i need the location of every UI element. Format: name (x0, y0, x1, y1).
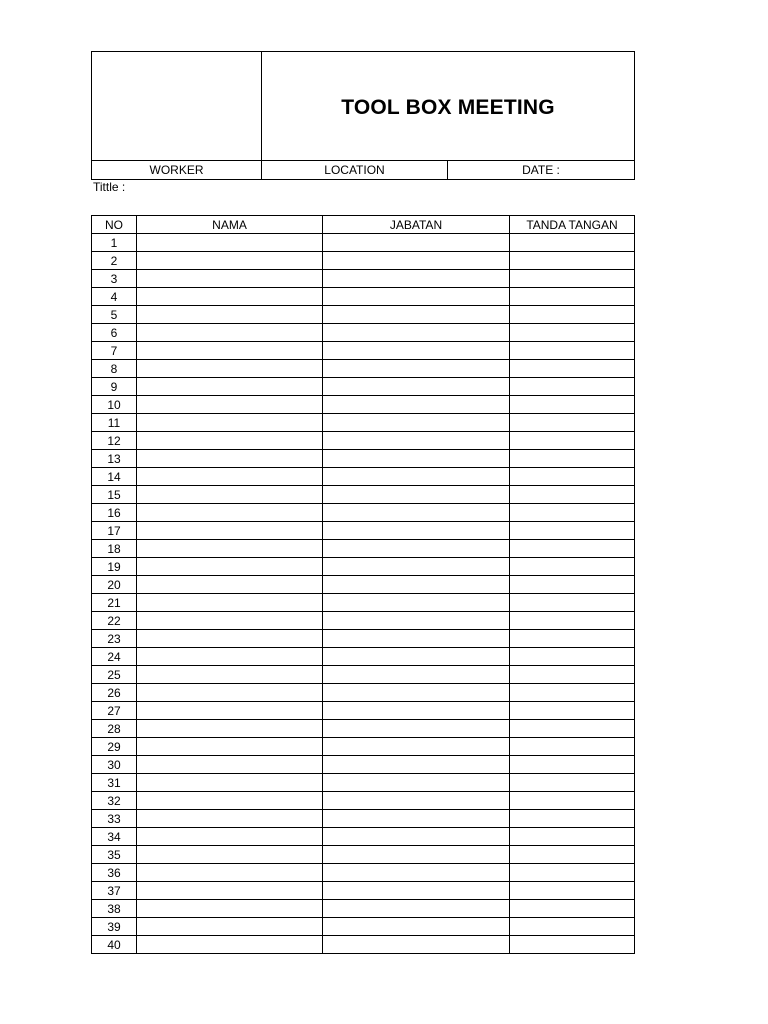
column-header-jabatan: JABATAN (323, 216, 510, 234)
tanda-tangan-cell[interactable] (510, 774, 635, 792)
row-number: 19 (92, 558, 137, 576)
jabatan-cell[interactable] (323, 846, 510, 864)
row-number: 36 (92, 864, 137, 882)
row-number: 24 (92, 648, 137, 666)
nama-cell[interactable] (137, 270, 323, 288)
row-number: 5 (92, 306, 137, 324)
table-row (92, 522, 635, 540)
jabatan-cell[interactable] (323, 270, 510, 288)
jabatan-cell[interactable] (323, 378, 510, 396)
nama-cell[interactable] (137, 648, 323, 666)
table-row (92, 828, 635, 846)
table-row (92, 810, 635, 828)
nama-cell[interactable] (137, 522, 323, 540)
column-header-tanda-tangan: TANDA TANGAN (510, 216, 635, 234)
nama-cell[interactable] (137, 630, 323, 648)
tanda-tangan-cell[interactable] (510, 720, 635, 738)
table-row (92, 738, 635, 756)
table-row (92, 504, 635, 522)
header-table (91, 51, 635, 180)
row-number: 3 (92, 270, 137, 288)
jabatan-cell[interactable] (323, 540, 510, 558)
row-number: 11 (92, 414, 137, 432)
row-number: 39 (92, 918, 137, 936)
table-header-row (92, 216, 635, 234)
tanda-tangan-cell[interactable] (510, 270, 635, 288)
tanda-tangan-cell[interactable] (510, 612, 635, 630)
tanda-tangan-cell[interactable] (510, 846, 635, 864)
nama-cell[interactable] (137, 864, 323, 882)
tanda-tangan-cell[interactable] (510, 414, 635, 432)
row-number: 12 (92, 432, 137, 450)
row-number: 21 (92, 594, 137, 612)
tanda-tangan-cell[interactable] (510, 252, 635, 270)
table-row (92, 774, 635, 792)
jabatan-cell[interactable] (323, 324, 510, 342)
nama-cell[interactable] (137, 396, 323, 414)
jabatan-cell[interactable] (323, 810, 510, 828)
jabatan-cell[interactable] (323, 792, 510, 810)
tanda-tangan-cell[interactable] (510, 468, 635, 486)
nama-cell[interactable] (137, 324, 323, 342)
row-number: 32 (92, 792, 137, 810)
nama-cell[interactable] (137, 576, 323, 594)
jabatan-cell[interactable] (323, 936, 510, 954)
nama-cell[interactable] (137, 342, 323, 360)
row-number: 7 (92, 342, 137, 360)
row-number: 27 (92, 702, 137, 720)
tanda-tangan-cell[interactable] (510, 756, 635, 774)
jabatan-cell[interactable] (323, 432, 510, 450)
table-row (92, 324, 635, 342)
row-number: 4 (92, 288, 137, 306)
table-row (92, 702, 635, 720)
table-row (92, 486, 635, 504)
jabatan-cell[interactable] (323, 504, 510, 522)
nama-cell[interactable] (137, 900, 323, 918)
location-field[interactable]: LOCATION (262, 161, 448, 180)
table-row (92, 882, 635, 900)
row-number: 40 (92, 936, 137, 954)
row-number: 30 (92, 756, 137, 774)
jabatan-cell[interactable] (323, 918, 510, 936)
nama-cell[interactable] (137, 738, 323, 756)
table-row (92, 900, 635, 918)
jabatan-cell[interactable] (323, 702, 510, 720)
tanda-tangan-cell[interactable] (510, 918, 635, 936)
jabatan-cell[interactable] (323, 414, 510, 432)
nama-cell[interactable] (137, 666, 323, 684)
row-number: 10 (92, 396, 137, 414)
row-number: 31 (92, 774, 137, 792)
jabatan-cell[interactable] (323, 360, 510, 378)
table-row (92, 288, 635, 306)
row-number: 1 (92, 234, 137, 252)
table-row (92, 648, 635, 666)
row-number: 33 (92, 810, 137, 828)
table-row (92, 666, 635, 684)
table-row (92, 234, 635, 252)
nama-cell[interactable] (137, 360, 323, 378)
nama-cell[interactable] (137, 882, 323, 900)
row-number: 16 (92, 504, 137, 522)
table-row (92, 594, 635, 612)
tanda-tangan-cell[interactable] (510, 558, 635, 576)
tanda-tangan-cell[interactable] (510, 396, 635, 414)
table-row (92, 576, 635, 594)
row-number: 14 (92, 468, 137, 486)
row-number: 23 (92, 630, 137, 648)
nama-cell[interactable] (137, 288, 323, 306)
tanda-tangan-cell[interactable] (510, 522, 635, 540)
tanda-tangan-cell[interactable] (510, 360, 635, 378)
row-number: 2 (92, 252, 137, 270)
jabatan-cell[interactable] (323, 468, 510, 486)
tanda-tangan-cell[interactable] (510, 702, 635, 720)
tanda-tangan-cell[interactable] (510, 684, 635, 702)
jabatan-cell[interactable] (323, 288, 510, 306)
tanda-tangan-cell[interactable] (510, 234, 635, 252)
tanda-tangan-cell[interactable] (510, 828, 635, 846)
row-number: 6 (92, 324, 137, 342)
tanda-tangan-cell[interactable] (510, 738, 635, 756)
date-field[interactable]: DATE : (448, 161, 635, 180)
column-header-nama: NAMA (137, 216, 323, 234)
tanda-tangan-cell[interactable] (510, 576, 635, 594)
row-number: 17 (92, 522, 137, 540)
table-row (92, 468, 635, 486)
tanda-tangan-cell[interactable] (510, 882, 635, 900)
nama-cell[interactable] (137, 720, 323, 738)
tanda-tangan-cell[interactable] (510, 306, 635, 324)
nama-cell[interactable] (137, 504, 323, 522)
jabatan-cell[interactable] (323, 882, 510, 900)
table-row (92, 558, 635, 576)
table-row (92, 270, 635, 288)
row-number: 34 (92, 828, 137, 846)
nama-cell[interactable] (137, 936, 323, 954)
table-row (92, 396, 635, 414)
jabatan-cell[interactable] (323, 522, 510, 540)
row-number: 25 (92, 666, 137, 684)
table-row (92, 342, 635, 360)
row-number: 22 (92, 612, 137, 630)
tanda-tangan-cell[interactable] (510, 432, 635, 450)
column-header-no: NO (92, 216, 137, 234)
tittle-label: Tittle : (93, 180, 126, 194)
nama-cell[interactable] (137, 684, 323, 702)
table-row (92, 414, 635, 432)
tanda-tangan-cell[interactable] (510, 594, 635, 612)
nama-cell[interactable] (137, 306, 323, 324)
jabatan-cell[interactable] (323, 738, 510, 756)
tanda-tangan-cell[interactable] (510, 648, 635, 666)
table-row (92, 360, 635, 378)
logo-placeholder (92, 52, 262, 161)
document-title: TOOL BOX MEETING (262, 52, 635, 161)
table-row (92, 252, 635, 270)
jabatan-cell[interactable] (323, 342, 510, 360)
tanda-tangan-cell[interactable] (510, 342, 635, 360)
row-number: 38 (92, 900, 137, 918)
nama-cell[interactable] (137, 234, 323, 252)
nama-cell[interactable] (137, 756, 323, 774)
row-number: 37 (92, 882, 137, 900)
jabatan-cell[interactable] (323, 558, 510, 576)
table-row (92, 756, 635, 774)
table-row (92, 450, 635, 468)
jabatan-cell[interactable] (323, 486, 510, 504)
table-row (92, 684, 635, 702)
tanda-tangan-cell[interactable] (510, 540, 635, 558)
table-row (92, 918, 635, 936)
table-row (92, 306, 635, 324)
row-number: 35 (92, 846, 137, 864)
nama-cell[interactable] (137, 792, 323, 810)
table-row (92, 792, 635, 810)
table-row (92, 432, 635, 450)
jabatan-cell[interactable] (323, 774, 510, 792)
nama-cell[interactable] (137, 612, 323, 630)
jabatan-cell[interactable] (323, 828, 510, 846)
jabatan-cell[interactable] (323, 612, 510, 630)
row-number: 20 (92, 576, 137, 594)
nama-cell[interactable] (137, 540, 323, 558)
nama-cell[interactable] (137, 918, 323, 936)
row-number: 29 (92, 738, 137, 756)
tanda-tangan-cell[interactable] (510, 378, 635, 396)
jabatan-cell[interactable] (323, 234, 510, 252)
jabatan-cell[interactable] (323, 900, 510, 918)
nama-cell[interactable] (137, 594, 323, 612)
tanda-tangan-cell[interactable] (510, 900, 635, 918)
tanda-tangan-cell[interactable] (510, 864, 635, 882)
nama-cell[interactable] (137, 774, 323, 792)
table-row (92, 540, 635, 558)
row-number: 8 (92, 360, 137, 378)
attendance-rows (92, 234, 635, 954)
nama-cell[interactable] (137, 486, 323, 504)
nama-cell[interactable] (137, 810, 323, 828)
table-row (92, 936, 635, 954)
jabatan-cell[interactable] (323, 666, 510, 684)
nama-cell[interactable] (137, 450, 323, 468)
jabatan-cell[interactable] (323, 684, 510, 702)
nama-cell[interactable] (137, 252, 323, 270)
jabatan-cell[interactable] (323, 576, 510, 594)
tanda-tangan-cell[interactable] (510, 810, 635, 828)
table-row (92, 630, 635, 648)
table-row (92, 612, 635, 630)
table-row (92, 378, 635, 396)
tanda-tangan-cell[interactable] (510, 450, 635, 468)
jabatan-cell[interactable] (323, 630, 510, 648)
attendance-table (91, 215, 635, 954)
tanda-tangan-cell[interactable] (510, 936, 635, 954)
jabatan-cell[interactable] (323, 594, 510, 612)
row-number: 13 (92, 450, 137, 468)
tanda-tangan-cell[interactable] (510, 630, 635, 648)
row-number: 18 (92, 540, 137, 558)
nama-cell[interactable] (137, 828, 323, 846)
nama-cell[interactable] (137, 414, 323, 432)
nama-cell[interactable] (137, 558, 323, 576)
row-number: 15 (92, 486, 137, 504)
table-row (92, 846, 635, 864)
table-row (92, 864, 635, 882)
jabatan-cell[interactable] (323, 306, 510, 324)
jabatan-cell[interactable] (323, 756, 510, 774)
tanda-tangan-cell[interactable] (510, 792, 635, 810)
jabatan-cell[interactable] (323, 396, 510, 414)
nama-cell[interactable] (137, 378, 323, 396)
worker-field[interactable]: WORKER (92, 161, 262, 180)
jabatan-cell[interactable] (323, 648, 510, 666)
jabatan-cell[interactable] (323, 720, 510, 738)
nama-cell[interactable] (137, 468, 323, 486)
table-row (92, 720, 635, 738)
tanda-tangan-cell[interactable] (510, 288, 635, 306)
nama-cell[interactable] (137, 846, 323, 864)
tanda-tangan-cell[interactable] (510, 666, 635, 684)
nama-cell[interactable] (137, 432, 323, 450)
row-number: 26 (92, 684, 137, 702)
row-number: 28 (92, 720, 137, 738)
tanda-tangan-cell[interactable] (510, 486, 635, 504)
jabatan-cell[interactable] (323, 864, 510, 882)
row-number: 9 (92, 378, 137, 396)
nama-cell[interactable] (137, 702, 323, 720)
jabatan-cell[interactable] (323, 450, 510, 468)
jabatan-cell[interactable] (323, 252, 510, 270)
tanda-tangan-cell[interactable] (510, 324, 635, 342)
tanda-tangan-cell[interactable] (510, 504, 635, 522)
